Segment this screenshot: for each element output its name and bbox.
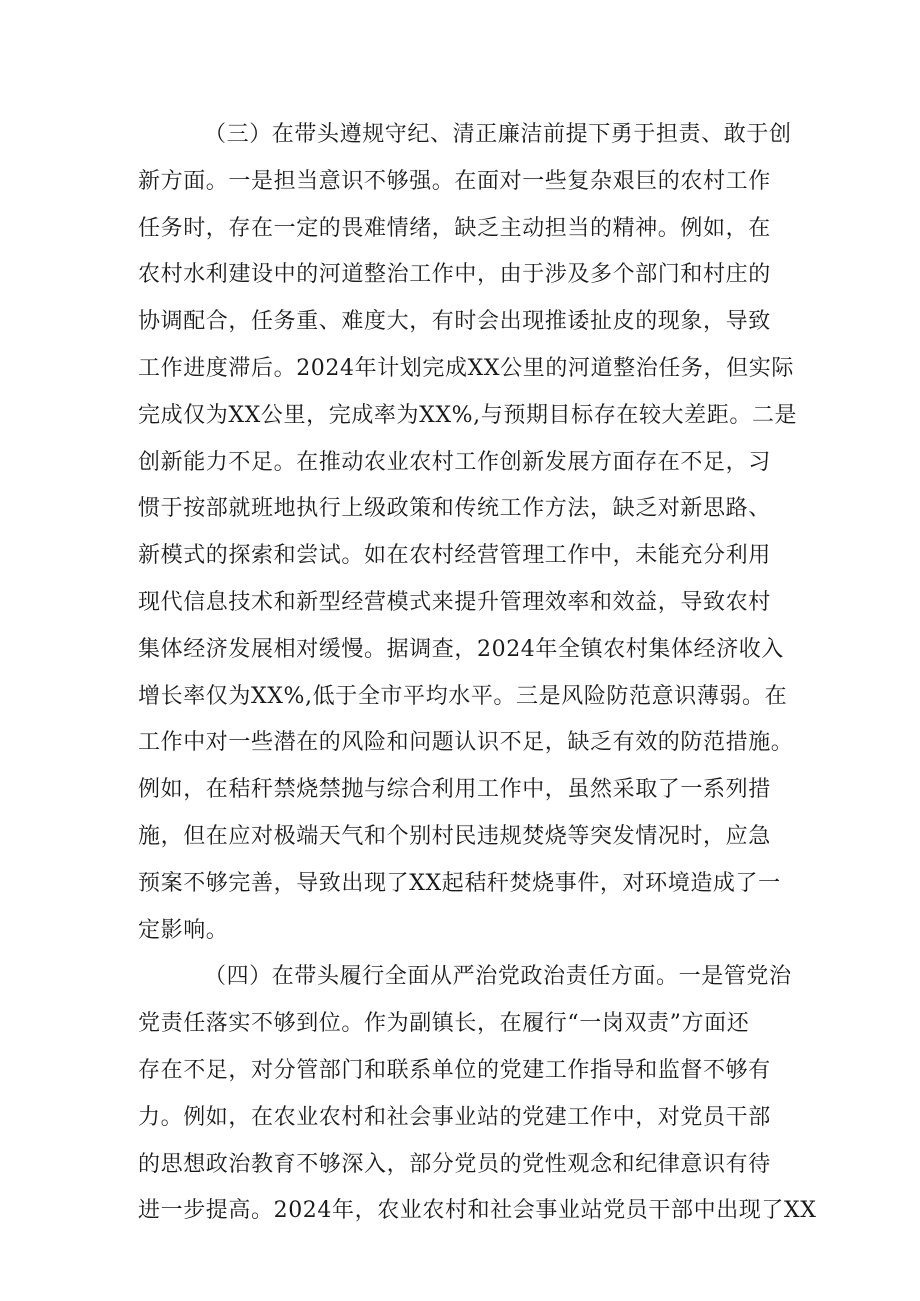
text-line: （三）在带头遵规守纪、清正廉洁前提下勇于担责、敢于创 [204, 122, 792, 147]
text-line: 增长率仅为XX%,低于全市平均水平。三是风险防范意识薄弱。在 [138, 683, 788, 709]
text-line: 党责任落实不够到位。作为副镇长，在履行“一岗双责”方面还 [138, 1011, 750, 1037]
text-line: 创新能力不足。在推动农业农村工作创新发展方面存在不足，习 [138, 449, 771, 475]
document-body [138, 112, 817, 1235]
text-line: 集体经济发展相对缓慢。据调查，2024年全镇农村集体经济收入 [138, 636, 784, 662]
text-line: 现代信息技术和新型经营模式来提升管理效率和效益，导致农村 [138, 589, 771, 615]
paragraph-3 [138, 112, 798, 954]
paragraph-4 [138, 954, 817, 1235]
text-line: 惯于按部就班地执行上级政策和传统工作方法，缺乏对新思路、 [138, 496, 771, 522]
text-line: 力。例如，在农业农村和社会事业站的党建工作中，对党员干部 [138, 1104, 771, 1130]
text-line: 存在不足，对分管部门和联系单位的党建工作指导和监督不够有 [138, 1057, 771, 1083]
text-line: 例如，在秸秆禁烧禁抛与综合利用工作中，虽然采取了一系列措 [138, 777, 771, 803]
text-line: 任务时，存在一定的畏难情绪，缺乏主动担当的精神。例如，在 [138, 215, 771, 241]
text-line: 新模式的探索和尝试。如在农村经营管理工作中，未能充分利用 [138, 543, 771, 569]
text-line: （四）在带头履行全面从严治党政治责任方面。一是管党治 [204, 964, 792, 990]
text-line: 完成仅为XX公里，完成率为XX%,与预期目标存在较大差距。二是 [138, 402, 798, 428]
text-line: 预案不够完善，导致出现了XX起秸秆焚烧事件，对环境造成了一 [138, 870, 781, 896]
text-line: 的思想政治教育不够深入，部分党员的党性观念和纪律意识有待 [138, 1151, 771, 1177]
text-line: 新方面。一是担当意识不够强。在面对一些复杂艰巨的农村工作 [138, 168, 771, 194]
text-line: 协调配合，任务重、难度大，有时会出现推诿扯皮的现象，导致 [138, 309, 771, 335]
text-line: 工作中对一些潜在的风险和问题认识不足，缺乏有效的防范措施。 [138, 730, 794, 756]
text-line: 定影响。 [138, 917, 229, 943]
text-line: 进一步提高。2024年，农业农村和社会事业站党员干部中出现了XX [138, 1198, 817, 1224]
text-line: 工作进度滞后。2024年计划完成XX公里的河道整治任务，但实际 [138, 355, 794, 381]
text-line: 施，但在应对极端天气和个别村民违规焚烧等突发情况时，应急 [138, 823, 771, 849]
text-line: 农村水利建设中的河道整治工作中，由于涉及多个部门和村庄的 [138, 262, 771, 288]
